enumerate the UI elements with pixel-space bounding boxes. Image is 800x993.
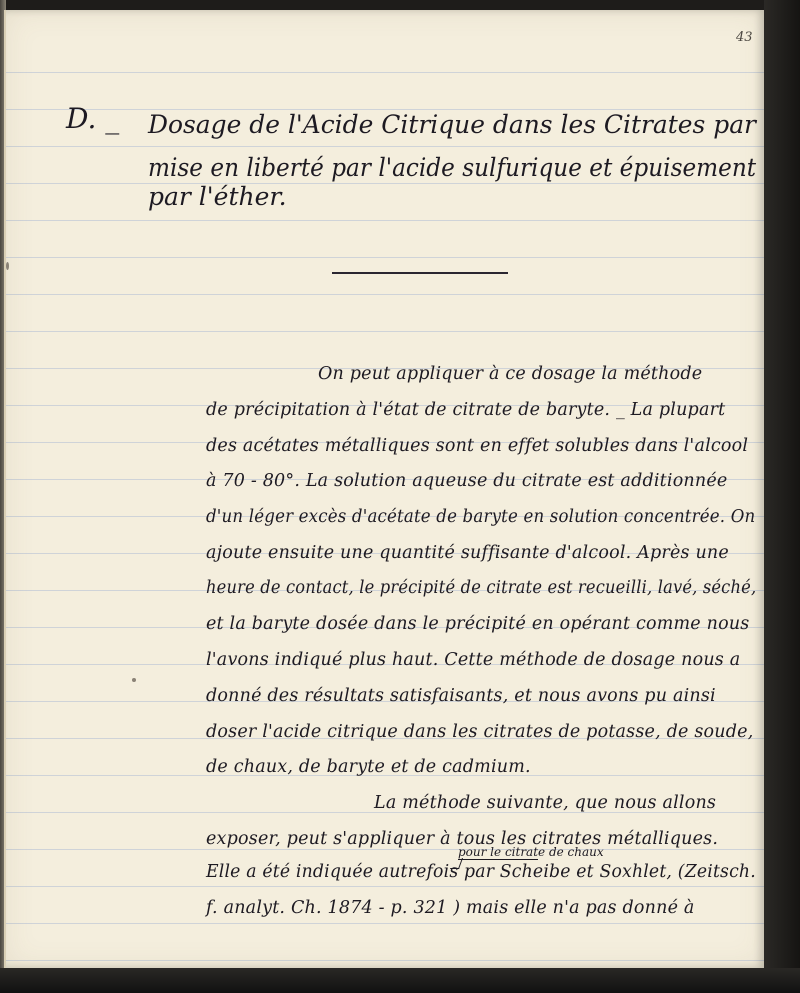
body-line: et la baryte dosée dans le précipité en opérant comme nous: [206, 614, 750, 634]
body-line: à 70 - 80°. La solution aqueuse du citrate est additionnée: [206, 471, 728, 491]
page-stack-edge: [764, 0, 800, 993]
ink-spot: [132, 678, 136, 682]
title-line-1: Dosage de l'Acide Citrique dans les Citrates par: [148, 110, 756, 139]
body-line: ajoute ensuite une quantité suffisante d'alcool. Après une: [206, 543, 729, 563]
body-line: On peut appliquer à ce dosage la méthode: [318, 364, 703, 384]
body-line: donné des résultats satisfaisants, et nous avons pu ainsi: [206, 686, 716, 706]
notebook-page: [4, 10, 766, 968]
body-line: l'avons indiqué plus haut. Cette méthode de dosage nous a: [206, 650, 741, 670]
body-line: de chaux, de baryte et de cadmium.: [206, 757, 531, 777]
body-line: Elle a été indiquée autrefois par Scheibe et Soxhlet, (Zeitsch.: [206, 862, 756, 882]
title-line-2: mise en liberté par l'acide sulfurique et épuisement: [148, 153, 757, 182]
body-line: de précipitation à l'état de citrate de baryte. _ La plupart: [206, 400, 726, 420]
body-line: doser l'acide citrique dans les citrates de potasse, de soude,: [206, 722, 754, 742]
body-line: heure de contact, le précipité de citrate est recueilli, lavé, séché,: [206, 578, 757, 598]
page-bottom-edge: [0, 968, 800, 993]
ink-spot: [6, 262, 9, 270]
section-label: D. _: [66, 102, 120, 135]
insertion-note: pour le citrate de chaux: [458, 845, 604, 859]
body-line: exposer, peut s'appliquer à tous les citrates métalliques.: [206, 829, 719, 849]
insertion-underline: [458, 859, 538, 860]
title-line-3: par l'éther.: [148, 182, 287, 211]
section-divider: [332, 272, 508, 274]
page-number: 43: [736, 30, 753, 45]
body-line: f. analyt. Ch. 1874 - p. 321 ) mais elle n'a pas donné à: [206, 898, 695, 918]
body-line: des acétates métalliques sont en effet solubles dans l'alcool: [206, 436, 749, 456]
body-line: d'un léger excès d'acétate de baryte en solution concentrée. On: [206, 507, 756, 527]
body-line: La méthode suivante, que nous allons: [374, 793, 717, 813]
